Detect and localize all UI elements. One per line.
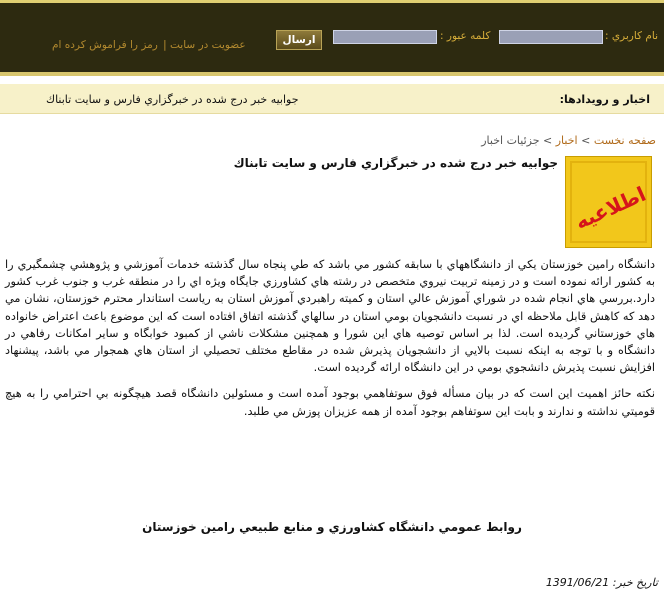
link-separator: | xyxy=(163,38,167,51)
breadcrumb-home[interactable]: صفحه نخست xyxy=(593,134,656,147)
announcement-image xyxy=(565,156,652,248)
article-paragraph: دانشگاه رامين خوزستان يکي از دانشگاههاي با سابقه کشور مي باشد که طي پنجاه سال گذشته خدمات آموزشي و پژوهشي چشمگيري را به کشور ارائه نموده است و در زمينه تربيت نيروي متخصص در رشته هاي کشاورزي جايگاه ويژه اي را در منطقه غرب و جنوب غرب کشور دارد.بررسي هاي انجام شده در شوراي آموزش عالي استان و کميته راهبردي آموزش استان به رياست استاندار محترم خوزستان، نشان مي دهد که کاهش قابل ملاحظه اي در نسبت دانشجويان بومي استان در سالهاي گذشته اتفاق افتاده است که اين موضوع باعث اعتراض خانواده هاي خوزستاني گرديده است. لذا بر اساس توصيه هاي اين شورا و همچنين مشکلات ناشي از کمبود خوابگاه و ساير امکانات رفاهي در دانشگاه و با توجه به اينکه نسبت بالايي از دانشجويان پذيرش شده در مقاطع مختلف تحصيلي از استان هاي همجوار مي باشد، پيشنهاد افزايش نسبت پذيرش دانشجوي بومي در اين دانشگاه ارائه گرديده است. xyxy=(5,258,655,375)
password-label: کلمه عبور : xyxy=(440,30,491,42)
svg-text:اطلاعیه: اطلاعیه xyxy=(571,181,650,235)
announcement-image-graphic xyxy=(566,157,651,247)
header-login-bar xyxy=(0,0,664,76)
breadcrumb-separator: > xyxy=(581,134,591,147)
news-bar xyxy=(0,84,664,114)
date-value: 1391/06/21 xyxy=(545,576,610,589)
forgot-password-link[interactable]: رمز را فراموش کرده ام xyxy=(52,39,158,51)
news-bar-label: اخبار و رويدادها: xyxy=(559,93,650,106)
date-label: تاريخ خبر: xyxy=(612,576,658,589)
article-date xyxy=(546,576,658,589)
news-ticker-link[interactable]: جوابيه خبر درج شده در خبرگزاري فارس و سايت تابناك xyxy=(46,93,299,106)
username-label: نام کاربري : xyxy=(604,30,658,42)
article-title: جوابيه خبر درج شده در خبرگزاري فارس و سايت تابناك xyxy=(233,156,558,170)
register-link[interactable]: عضويت در سايت xyxy=(170,39,246,51)
breadcrumb xyxy=(481,134,656,147)
password-input[interactable] xyxy=(333,30,437,44)
breadcrumb-separator: > xyxy=(543,134,553,147)
breadcrumb-current: جزئيات اخبار xyxy=(481,134,540,147)
username-input[interactable] xyxy=(499,30,603,44)
submit-button[interactable]: ارسال xyxy=(276,30,322,50)
breadcrumb-news[interactable]: اخبار xyxy=(555,134,578,147)
article-signature: روابط عمومي دانشگاه کشاورزي و منابع طبيعي رامين خوزستان xyxy=(142,520,522,534)
article-body xyxy=(5,256,655,429)
article-paragraph: نکته حائز اهميت اين است که در بيان مسأله فوق سوتفاهمي بوجود آمده است و مسئولين دانشگاه قصد هيچگونه بي احترامي را به هيچ قوميتي نداشته و ندارند و بابت اين سوتفاهم بوجود آمده از همه عزيزان پوزش مي طلبد. xyxy=(5,387,655,418)
